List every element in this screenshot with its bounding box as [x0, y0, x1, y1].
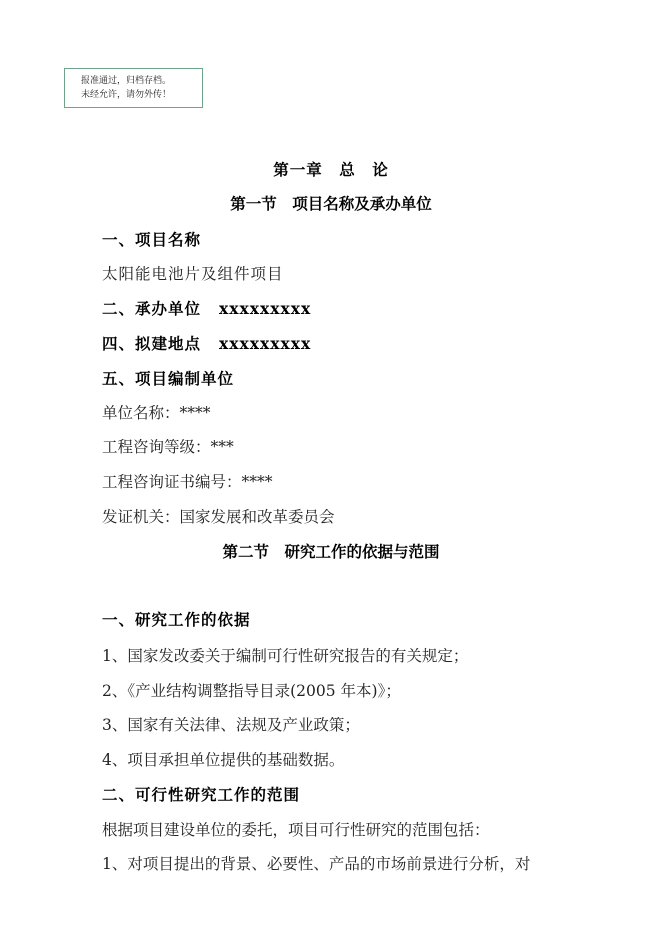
unit-name-text: 单位名称：****	[102, 404, 211, 422]
basis-item-1: 1、国家发改委关于编制可行性研究报告的有关规定；	[102, 647, 469, 665]
heading-compiling-unit: 五、项目编制单位	[102, 370, 235, 388]
heading-site	[102, 332, 311, 354]
basis-item-4: 4、项目承担单位提供的基础数据。	[102, 751, 345, 769]
scope-intro-text: 根据项目建设单位的委托，项目可行性研究的范围包括：	[102, 821, 490, 839]
heading-research-basis: 一、研究工作的依据	[102, 611, 251, 629]
heading-undertaking-unit	[102, 297, 311, 319]
site-value: xxxxxxxxx	[219, 334, 312, 353]
section-1-title: 第一节 项目名称及承办单位	[230, 195, 432, 213]
stamp-line-1: 报准通过，归档存档。	[81, 76, 172, 86]
scope-item-1: 1、对项目提出的背景、必要性、产品的市场前景进行分析，对	[102, 855, 531, 873]
basis-item-3: 3、国家有关法律、法规及产业政策；	[102, 716, 360, 734]
stamp-line-2: 未经允许，请勿外传！	[81, 90, 172, 100]
heading-site-label: 四、拟建地点	[102, 335, 202, 353]
heading-undertaking-unit-label: 二、承办单位	[102, 300, 202, 318]
consulting-grade-text: 工程咨询等级：***	[102, 438, 234, 456]
confidential-stamp	[64, 68, 203, 108]
certificate-number-text: 工程咨询证书编号：****	[102, 473, 273, 491]
heading-research-scope: 二、可行性研究工作的范围	[102, 786, 301, 804]
heading-project-name: 一、项目名称	[102, 231, 202, 249]
chapter-title: 第一章 总 论	[273, 161, 389, 179]
basis-item-2: 2、《产业结构调整指导目录(2005 年本)》；	[102, 682, 401, 700]
section-2-title: 第二节 研究工作的依据与范围	[222, 543, 440, 561]
undertaking-unit-value: xxxxxxxxx	[219, 299, 312, 318]
project-name-text: 太阳能电池片及组件项目	[102, 265, 284, 283]
issuing-authority-text: 发证机关：国家发展和改革委员会	[102, 508, 335, 526]
